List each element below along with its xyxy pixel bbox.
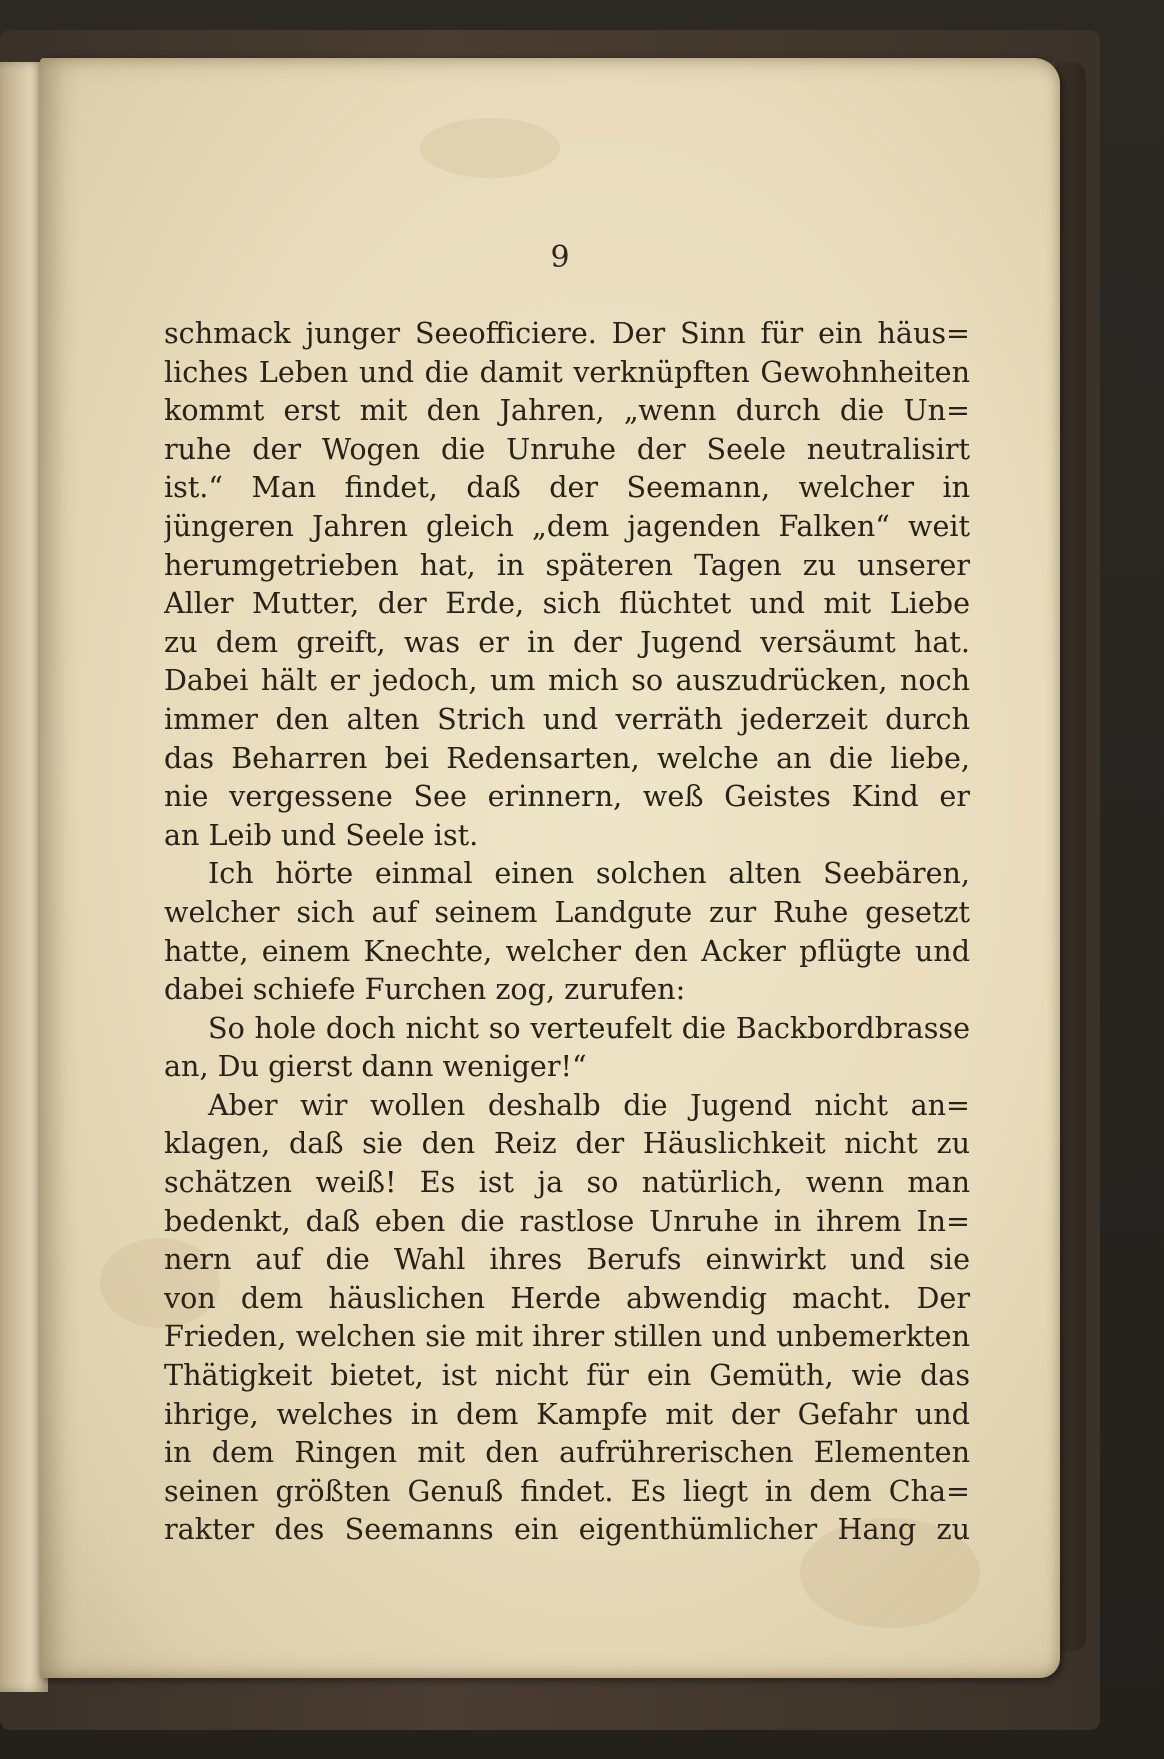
text-line: ruhe der Wogen die Unruhe der Seele neutralisirt: [164, 431, 970, 466]
text-line: ist.“ Man findet, daß der Seemann, welcher in: [164, 470, 970, 505]
text-line: das Beharren bei Redensarten, welche an die liebe,: [164, 740, 970, 775]
text-line: an Leib und Seele ist.: [164, 817, 479, 852]
text-line: herumgetrieben hat, in späteren Tagen zu unserer: [164, 547, 970, 582]
text-line: klagen, daß sie den Reiz der Häuslichkeit nicht zu: [164, 1126, 970, 1161]
text-line: rakter des Seemanns ein eigenthümlicher Hang zu: [164, 1512, 970, 1547]
text-line: kommt erst mit den Jahren, „wenn durch die Un=: [164, 393, 970, 428]
text-line: zu dem greift, was er in der Jugend versäumt hat.: [164, 624, 970, 659]
text-line: Thätigkeit bietet, ist nicht für ein Gemüth, wie das: [164, 1358, 970, 1393]
text-line: Frieden, welchen sie mit ihrer stillen und unbemerkten: [164, 1319, 970, 1354]
text-line: Aller Mutter, der Erde, sich flüchtet und mit Liebe: [164, 586, 970, 621]
paper-stain: [420, 118, 560, 178]
text-line: Dabei hält er jedoch, um mich so auszudrücken, noch: [164, 663, 970, 698]
text-line: jüngeren Jahren gleich „dem jagenden Falken“ weit: [164, 508, 970, 543]
text-line: schätzen weiß! Es ist ja so natürlich, wenn man: [164, 1165, 970, 1200]
text-line: seinen größten Genuß findet. Es liegt in dem Cha=: [164, 1473, 970, 1508]
text-line: ihrige, welches in dem Kampfe mit der Gefahr und: [164, 1396, 970, 1431]
text-line: bedenkt, daß eben die rastlose Unruhe in ihrem In=: [164, 1203, 970, 1238]
text-line: nern auf die Wahl ihres Berufs einwirkt und sie: [164, 1242, 970, 1277]
text-line: nie vergessene See erinnern, weß Geistes Kind er: [164, 779, 970, 814]
text-line: dabei schiefe Furchen zog, zurufen:: [164, 972, 686, 1007]
book-page: [40, 58, 1060, 1678]
text-line: in dem Ringen mit den aufrührerischen Elementen: [164, 1435, 970, 1470]
text-line: hatte, einem Knechte, welcher den Acker pflügte und: [164, 933, 970, 968]
text-line: liches Leben und die damit verknüpften Gewohnheiten: [164, 354, 970, 389]
text-line: Aber wir wollen deshalb die Jugend nicht an=: [208, 1087, 970, 1122]
text-line: So hole doch nicht so verteufelt die Backbordbrasse: [208, 1010, 970, 1045]
text-line: Ich hörte einmal einen solchen alten Seebären,: [208, 856, 970, 891]
text-line: welcher sich auf seinem Landgute zur Ruhe gesetzt: [164, 894, 970, 929]
text-line: von dem häuslichen Herde abwendig macht. Der: [164, 1280, 970, 1315]
page-number: 9: [550, 240, 570, 275]
body-text: [164, 314, 970, 1549]
text-line: an, Du gierst dann weniger!“: [164, 1049, 587, 1084]
text-line: immer den alten Strich und verräth jederzeit durch: [164, 701, 970, 736]
text-line: schmack junger Seeofficiere. Der Sinn für ein häus=: [164, 316, 970, 350]
